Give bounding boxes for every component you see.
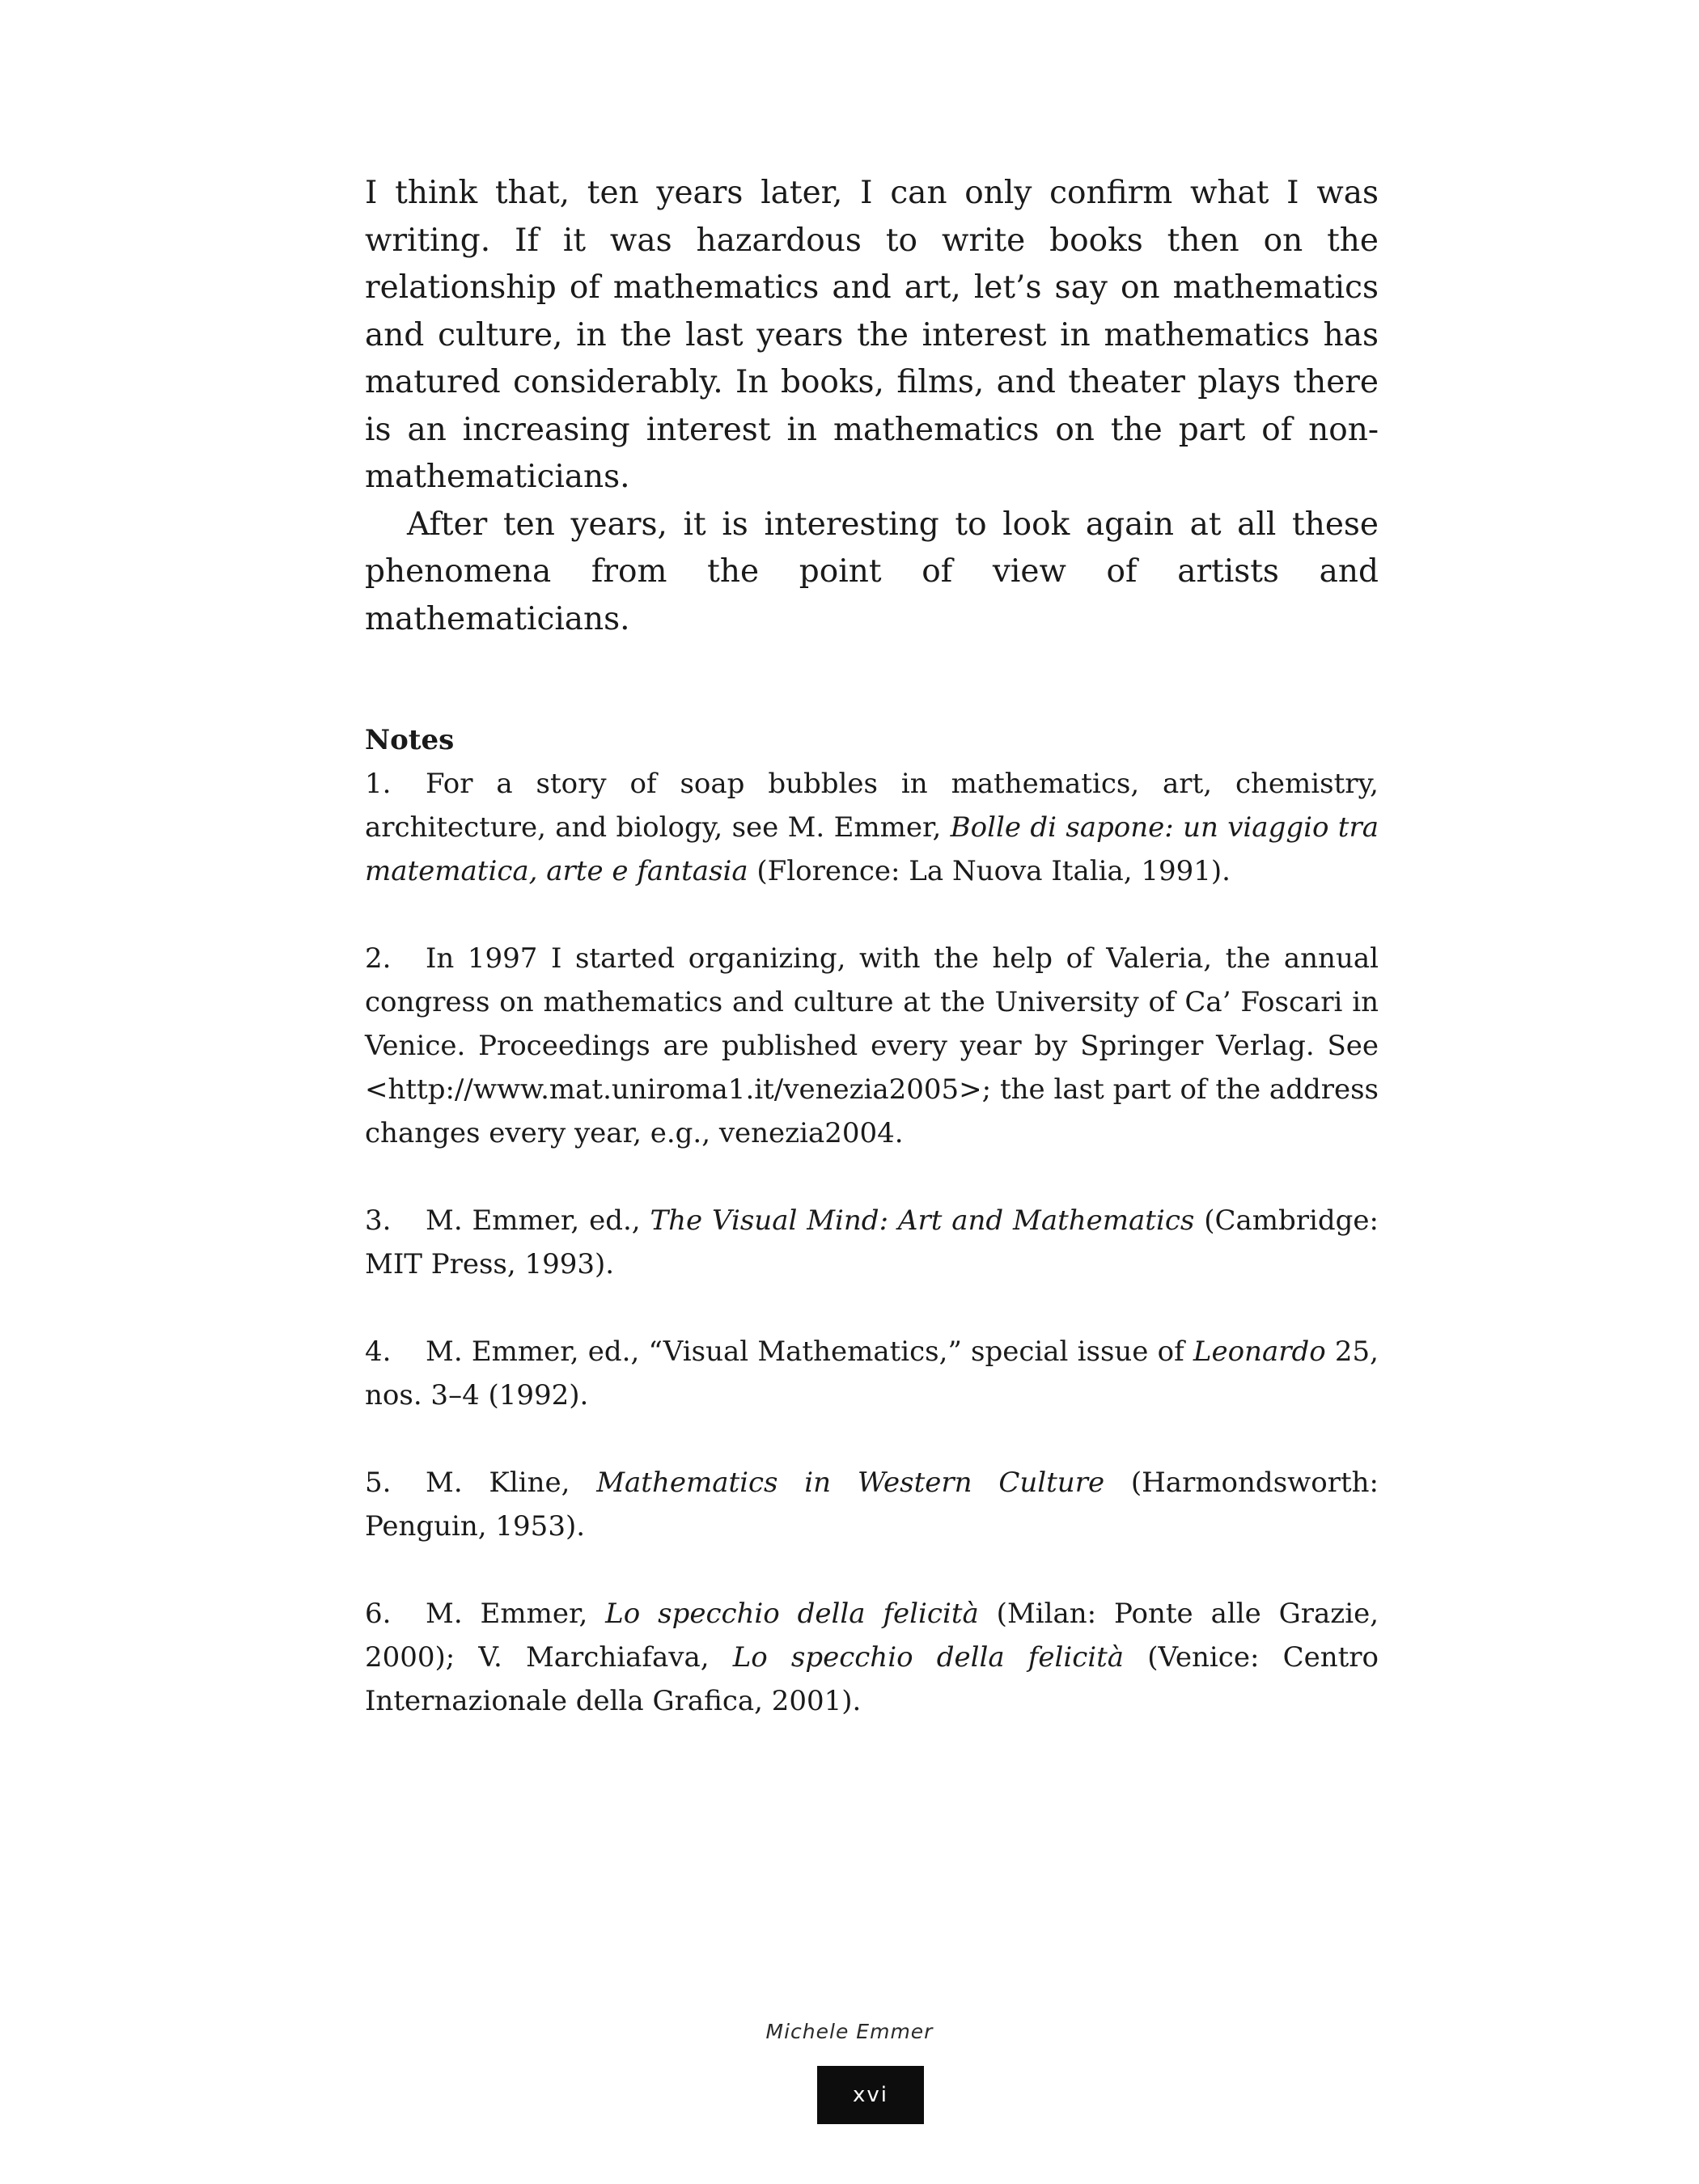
note-number: 2. (365, 942, 392, 975)
running-footer-author: Michele Emmer (765, 2020, 934, 2043)
note-text: (Cambridge: MIT Press, 1993). (365, 1204, 1379, 1280)
note-text: For a story of soap bubbles in mathematics, art, chemistry, architecture, and biology, see M. Emmer, (365, 768, 1379, 844)
note-number: 1. (365, 768, 392, 800)
note-text: M. Emmer, ed., (426, 1204, 650, 1237)
note-title: Leonardo (1193, 1335, 1326, 1368)
note-text: (Venice: Centro Internazionale della Grafica, 2001). (365, 1641, 1379, 1717)
note-number: 4. (365, 1335, 392, 1368)
note-number: 5. (365, 1467, 392, 1499)
note-title: Bolle di sapone: un viaggio tra matematica, arte e fantasia (365, 811, 1379, 887)
note-text: M. Emmer, (426, 1598, 606, 1630)
notes-heading: Notes (365, 724, 455, 756)
note-text: (Harmondsworth: Penguin, 1953). (365, 1467, 1379, 1543)
note-3 (365, 1199, 1379, 1286)
body-paragraph-2: After ten years, it is interesting to look again at all these phenomena from the point of view of artists and mathematicians. (365, 506, 1379, 637)
note-title: The Visual Mind: Art and Mathematics (650, 1204, 1195, 1237)
note-title: Lo specchio della felicità (605, 1598, 979, 1630)
body-paragraph-1: I think that, ten years later, I can only confirm what I was writing. If it was hazardous to write books then on the relationship of mathematics and art, let’s say on mathematics and culture, in the last years the interest in mathematics has matured considerably. In books, films, and theater plays there is an increasing interest in mathematics on the part of non-mathematicians. (365, 175, 1379, 495)
note-5 (365, 1461, 1379, 1548)
note-title: Mathematics in Western Culture (596, 1467, 1105, 1499)
note-text: (Florence: La Nuova Italia, 1991). (748, 855, 1231, 887)
note-6 (365, 1592, 1379, 1723)
note-number: 3. (365, 1204, 392, 1237)
note-text: M. Kline, (426, 1467, 597, 1499)
note-text: In 1997 I started organizing, with the help of Valeria, the annual congress on mathematics and culture at the University of Ca’ Foscari in Venice. Proceedings are published every year by Springer Verlag. See <http://www.mat.uniroma1.it/venezia2005>; the last part of the address changes every year, e.g., venezia2004. (365, 942, 1379, 1149)
note-text: (Milan: Ponte alle Grazie, 2000); V. Marchiafava, (365, 1598, 1379, 1674)
note-text: 25, nos. 3–4 (1992). (365, 1335, 1379, 1412)
text-column (365, 170, 1379, 1723)
note-title: Lo specchio della felicità (732, 1641, 1125, 1674)
note-2 (365, 937, 1379, 1155)
note-text: M. Emmer, ed., “Visual Mathematics,” special issue of (426, 1335, 1193, 1368)
page-number-box (817, 2066, 924, 2124)
note-4 (365, 1330, 1379, 1417)
note-1 (365, 762, 1379, 893)
page-number: xvi (853, 2083, 888, 2107)
note-number: 6. (365, 1598, 392, 1630)
